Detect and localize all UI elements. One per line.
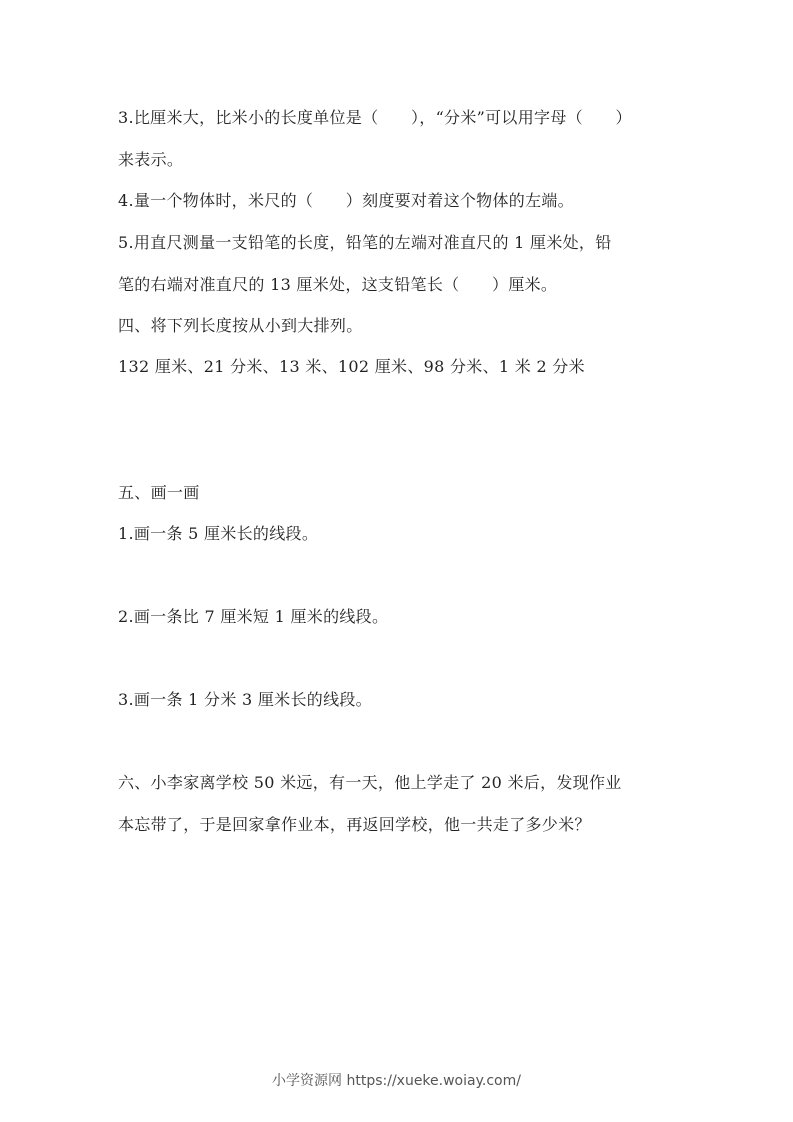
question-5-line-1: 5.用直尺测量一支铅笔的长度，铅笔的左端对准直尺的 1 厘米处，铅 [118, 233, 612, 252]
question-3-line-2: 来表示。 [118, 150, 184, 169]
question-4: 4.量一个物体时，米尺的（ ）刻度要对着这个物体的左端。 [118, 191, 574, 210]
footer-watermark: 小学资源网 https://xueke.woiay.com/ [272, 1073, 521, 1089]
question-3-line-1: 3.比厘米大，比米小的长度单位是（ ），“分米”可以用字母（ ） [118, 108, 632, 127]
section-4-title: 四、将下列长度按从小到大排列。 [118, 316, 363, 335]
section-5-question-3: 3.画一条 1 分米 3 厘米长的线段。 [118, 690, 372, 709]
section-6-line-1: 六、小李家离学校 50 米远，有一天，他上学走了 20 米后，发现作业 [118, 773, 622, 792]
section-5-question-2: 2.画一条比 7 厘米短 1 厘米的线段。 [118, 607, 389, 626]
section-5-title: 五、画一画 [118, 483, 200, 502]
section-5-question-1: 1.画一条 5 厘米长的线段。 [118, 524, 319, 543]
question-5-line-2: 笔的右端对准直尺的 13 厘米处，这支铅笔长（ ）厘米。 [118, 275, 558, 294]
section-4-items: 132 厘米、21 分米、13 米、102 厘米、98 分米、1 米 2 分米 [118, 357, 585, 376]
section-6-line-2: 本忘带了，于是回家拿作业本，再返回学校，他一共走了多少米？ [118, 815, 591, 834]
